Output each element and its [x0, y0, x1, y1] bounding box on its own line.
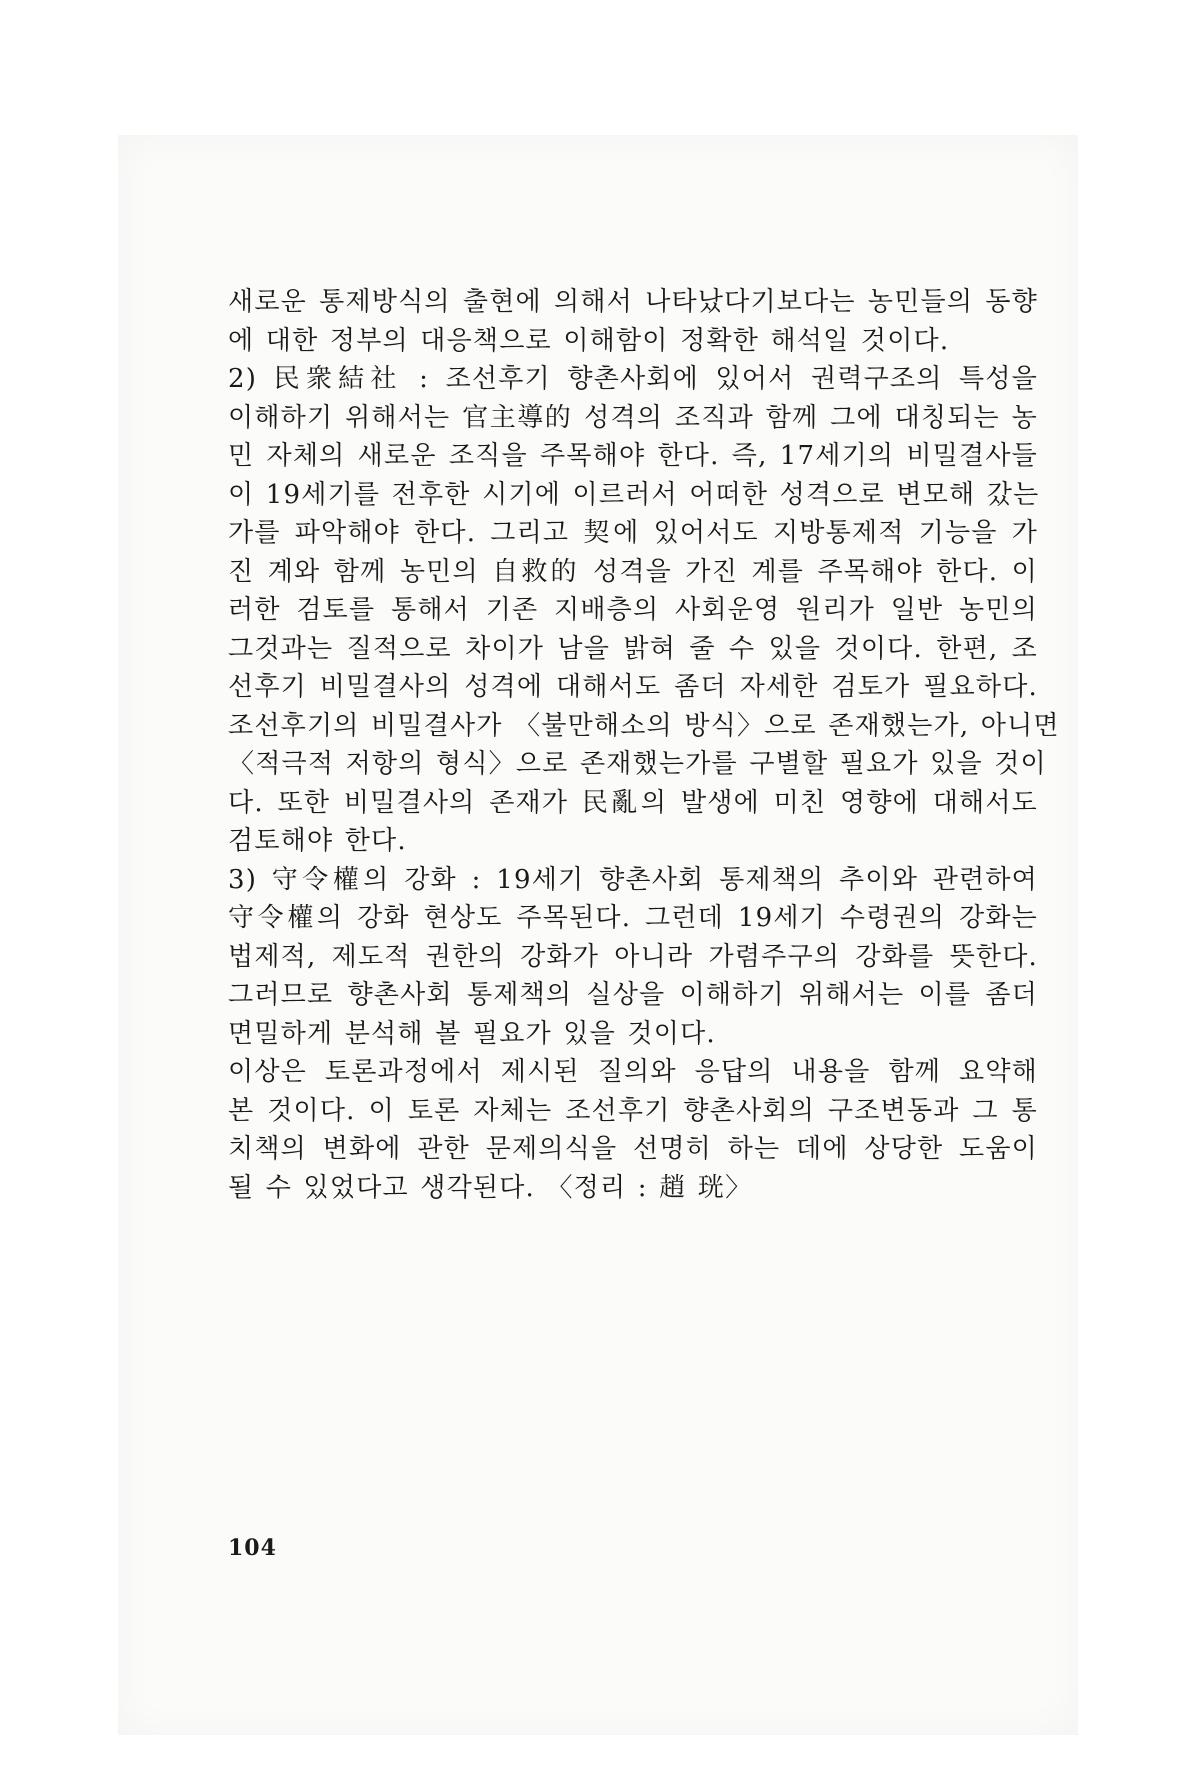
text-line: 법제적, 제도적 권한의 강화가 아니라 가렴주구의 강화를 뜻한다.	[228, 941, 1038, 972]
body-text	[228, 283, 1060, 1207]
text-line: 守令權의 강화 현상도 주목된다. 그런데 19세기 수령권의 강화는	[228, 903, 1038, 933]
text-line: 이해하기 위해서는 官主導的 성격의 조직과 함께 그에 대칭되는 농	[228, 402, 1038, 433]
text-line: 조선후기의 비밀결사가 〈불만해소의 방식〉으로 존재했는가, 아니면	[228, 710, 1060, 741]
text-line: 러한 검토를 통해서 기존 지배층의 사회운영 원리가 일반 농민의	[228, 595, 1038, 625]
text-line: 치책의 변화에 관한 문제의식을 선명히 하는 데에 상당한 도움이	[228, 1134, 1038, 1164]
text-line: 진 계와 함께 농민의 自救的 성격을 가진 계를 주목해야 한다. 이	[228, 556, 1038, 587]
text-line: 3) 守令權의 강화 : 19세기 향촌사회 통제책의 추이와 관련하여	[228, 864, 1038, 895]
text-line: 새로운 통제방식의 출현에 의해서 나타났다기보다는 농민들의 동향	[228, 287, 1038, 317]
text-line: 면밀하게 분석해 볼 필요가 있을 것이다.	[228, 1018, 716, 1049]
text-line: 가를 파악해야 한다. 그리고 契에 있어서도 지방통제적 기능을 가	[228, 518, 1038, 548]
page-number: 104	[228, 1535, 277, 1561]
text-line: 될 수 있었다고 생각된다. 〈정리 : 趙 珖〉	[228, 1172, 753, 1203]
text-line: 그러므로 향촌사회 통제책의 실상을 이해하기 위해서는 이를 좀더	[228, 980, 1038, 1010]
text-line: 선후기 비밀결사의 성격에 대해서도 좀더 자세한 검토가 필요하다.	[228, 672, 1038, 702]
text-line: 본 것이다. 이 토론 자체는 조선후기 향촌사회의 구조변동과 그 통	[228, 1095, 1038, 1126]
text-line: 검토해야 한다.	[228, 826, 407, 856]
text-line: 다. 또한 비밀결사의 존재가 民亂의 발생에 미친 영향에 대해서도	[228, 787, 1038, 818]
text-line: 그것과는 질적으로 차이가 남을 밝혀 줄 수 있을 것이다. 한편, 조	[228, 633, 1038, 664]
text-line: 에 대한 정부의 대응책으로 이해함이 정확한 해석일 것이다.	[228, 325, 950, 356]
text-line: 2) 民衆結社 : 조선후기 향촌사회에 있어서 권력구조의 특성을	[228, 364, 1038, 394]
text-line: 이상은 토론과정에서 제시된 질의와 응답의 내용을 함께 요약해	[228, 1057, 1038, 1087]
text-line: 민 자체의 새로운 조직을 주목해야 한다. 즉, 17세기의 비밀결사들	[228, 441, 1038, 471]
text-line: 이 19세기를 전후한 시기에 이르러서 어떠한 성격으로 변모해 갔는	[228, 479, 1040, 510]
text-line: 〈적극적 저항의 형식〉으로 존재했는가를 구별할 필요가 있을 것이	[228, 749, 1047, 779]
